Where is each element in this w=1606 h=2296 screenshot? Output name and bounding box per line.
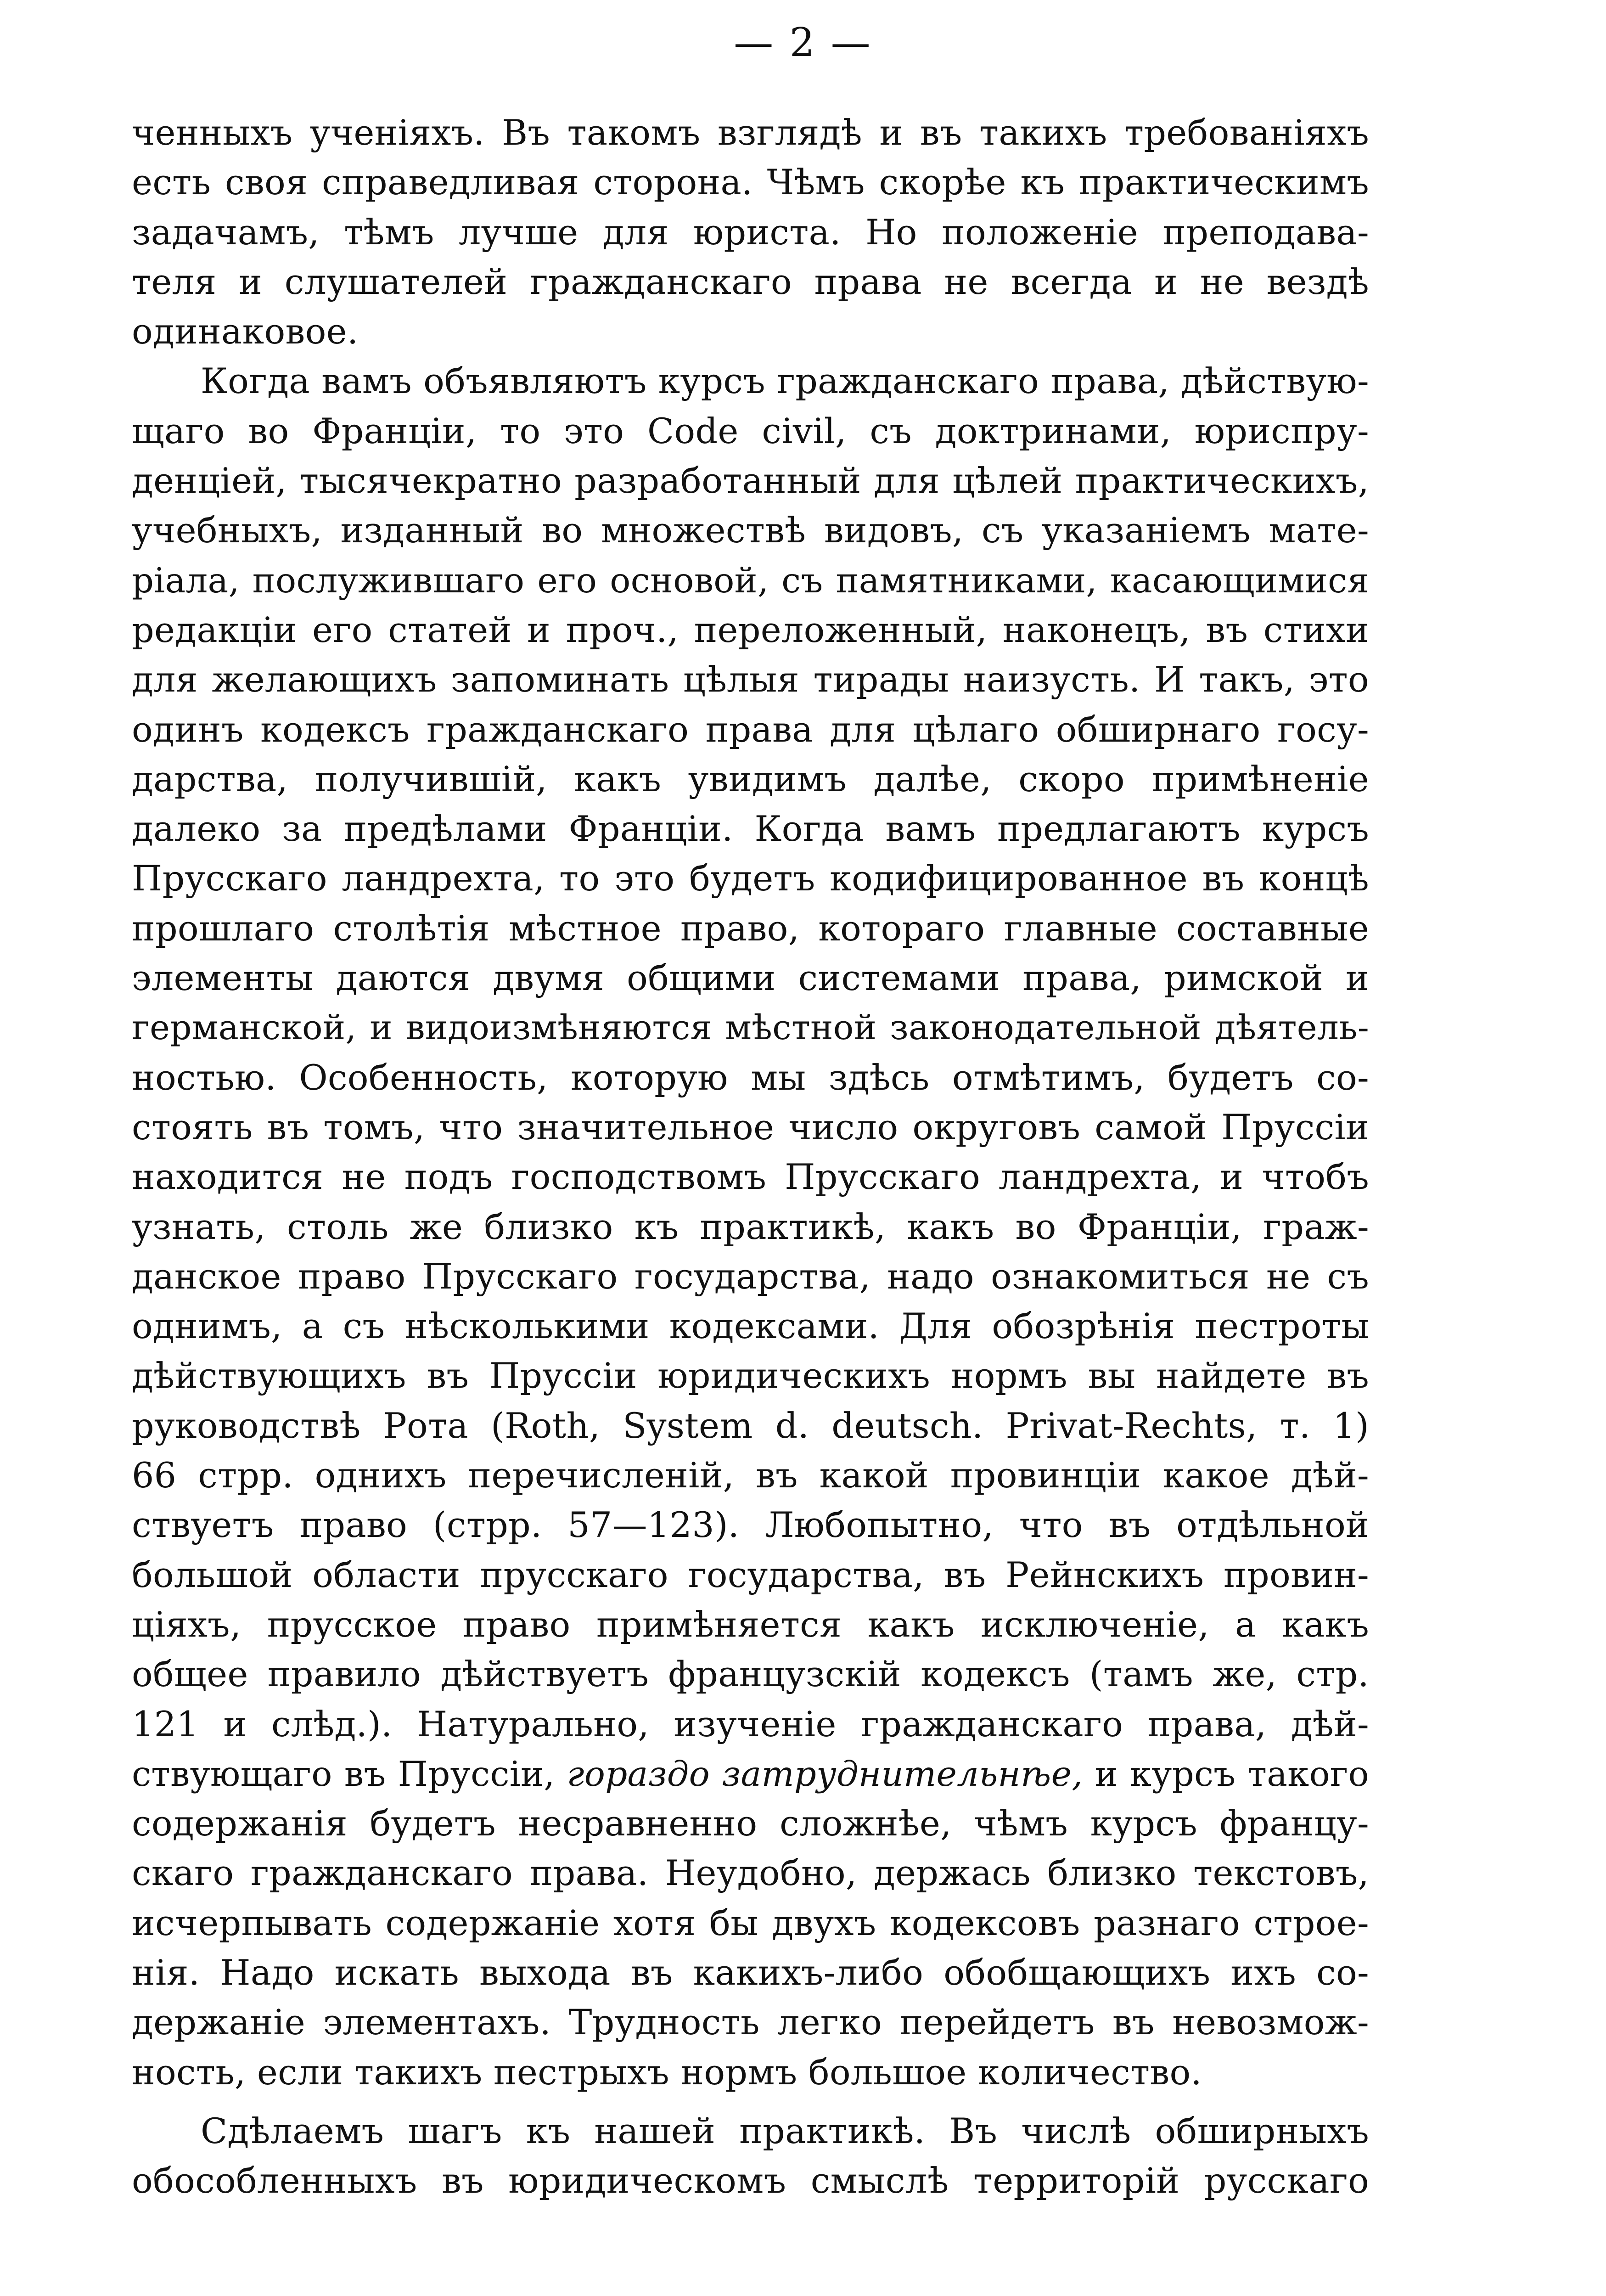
paragraph-2-line: руководствѣ Рота (Roth, System d. deutsch. Privat-Rechts, т. 1) xyxy=(132,1405,1369,1446)
paragraph-1-line: есть своя справедливая сторона. Чѣмъ скорѣе къ практическимъ xyxy=(132,162,1369,203)
paragraph-2-line: 121 и слѣд.). Натурально, изученіе гражданскаго права, дѣй- xyxy=(132,1703,1369,1745)
paragraph-2-line: ностью. Особенность, которую мы здѣсь отмѣтимъ, будетъ со- xyxy=(132,1057,1369,1098)
paragraph-2-line: ствуетъ право (стрр. 57—123). Любопытно, что въ отдѣльной xyxy=(132,1504,1369,1546)
paragraph-2-line: редакціи его статей и проч., переложенный, наконецъ, въ стихи xyxy=(132,609,1369,650)
paragraph-2-line: скаго гражданскаго права. Неудобно, держась близко текстовъ, xyxy=(132,1852,1369,1894)
line-segment: и курсъ такого xyxy=(1083,1753,1369,1794)
page-number: — 2 — xyxy=(734,20,872,66)
line-segment: ствующаго въ Пруссіи, xyxy=(132,1753,567,1794)
paragraph-2-line: ность, если такихъ пестрыхъ нормъ большое количество. xyxy=(132,2051,1202,2093)
paragraph-2-line: элементы даются двумя общими системами права, римской и xyxy=(132,957,1369,999)
paragraph-2-line: нія. Надо искать выхода въ какихъ-либо обобщающихъ ихъ со- xyxy=(132,1952,1369,1993)
paragraph-2-line: ціяхъ, прусское право примѣняется какъ исключеніе, а какъ xyxy=(132,1604,1369,1645)
paragraph-spacer xyxy=(132,2097,1369,2106)
paragraph-2-line: данское право Прусскаго государства, надо ознакомиться не съ xyxy=(132,1255,1369,1297)
paragraph-2-line: держаніе элементахъ. Трудность легко перейдетъ въ невозмож- xyxy=(132,2002,1369,2043)
paragraph-2-line: Прусскаго ландрехта, то это будетъ кодифицированное въ концѣ xyxy=(132,858,1369,899)
paragraph-1-line: задачамъ, тѣмъ лучше для юриста. Но положеніе преподава- xyxy=(132,211,1369,253)
text-body xyxy=(132,108,1369,2206)
paragraph-1-line: ченныхъ ученіяхъ. Въ такомъ взглядѣ и въ такихъ требованіяхъ xyxy=(132,112,1369,153)
paragraph-2-line: далеко за предѣлами Франціи. Когда вамъ предлагаютъ курсъ xyxy=(132,808,1369,850)
paragraph-1-line: теля и слушателей гражданскаго права не всегда и не вездѣ xyxy=(132,261,1369,302)
paragraph-2-line: узнать, столь же близко къ практикѣ, какъ во Франціи, граж- xyxy=(132,1206,1369,1247)
paragraph-2-line: дарства, получившій, какъ увидимъ далѣе, скоро примѣненіе xyxy=(132,758,1369,799)
paragraph-3-line: Сдѣлаемъ шагъ къ нашей практикѣ. Въ числѣ обширныхъ xyxy=(201,2110,1369,2151)
paragraph-2-line: учебныхъ, изданный во множествѣ видовъ, съ указаніемъ мате- xyxy=(132,510,1369,551)
paragraph-2-line: германской, и видоизмѣняются мѣстной законодательной дѣятель- xyxy=(132,1008,1369,1048)
italic-phrase: гораздо затруднительнѣе, xyxy=(567,1753,1083,1794)
paragraph-2-line: ріала, послужившаго его основой, съ памятниками, касающимися xyxy=(132,560,1369,601)
paragraph-2-line: одинъ кодексъ гражданскаго права для цѣлаго обширнаго госу- xyxy=(132,709,1369,750)
paragraph-2-line: большой области прусскаго государства, въ Рейнскихъ провин- xyxy=(132,1554,1369,1595)
paragraph-2-line-with-italic xyxy=(132,1749,1369,1799)
paragraph-2-line: стоять въ томъ, что значительное число округовъ самой Пруссіи xyxy=(132,1106,1369,1148)
paragraph-2-line: общее правило дѣйствуетъ французскій кодексъ (тамъ же, стр. xyxy=(132,1654,1369,1695)
paragraph-2-line: для желающихъ запоминать цѣлыя тирады наизусть. И такъ, это xyxy=(132,659,1369,700)
paragraph-2-line: находится не подъ господствомъ Прусскаго ландрехта, и чтобъ xyxy=(132,1156,1369,1198)
paragraph-2-line: денціей, тысячекратно разработанный для цѣлей практическихъ, xyxy=(132,460,1369,501)
paragraph-2-line: Когда вамъ объявляютъ курсъ гражданскаго права, дѣйствую- xyxy=(201,360,1369,402)
paragraph-2-line: содержанія будетъ несравненно сложнѣе, чѣмъ курсъ францу- xyxy=(132,1803,1369,1844)
paragraph-1-line: одинаковое. xyxy=(132,311,359,352)
paragraph-2-line: щаго во Франціи, то это Code civil, съ доктринами, юриспру- xyxy=(132,410,1369,451)
paragraph-2-line: дѣйствующихъ въ Пруссіи юридическихъ нормъ вы найдете въ xyxy=(132,1355,1369,1396)
paragraph-2-line: однимъ, а съ нѣсколькими кодексами. Для обозрѣнія пестроты xyxy=(132,1306,1369,1347)
paragraph-2-line: исчерпывать содержаніе хотя бы двухъ кодексовъ разнаго строе- xyxy=(132,1902,1369,1943)
paragraph-3-line: обособленныхъ въ юридическомъ смыслѣ территорій русскаго xyxy=(132,2160,1369,2201)
paragraph-2-line: прошлаго столѣтія мѣстное право, котораго главные составные xyxy=(132,907,1369,949)
paragraph-2-line: 66 стрр. однихъ перечисленій, въ какой провинціи какое дѣй- xyxy=(132,1455,1369,1496)
